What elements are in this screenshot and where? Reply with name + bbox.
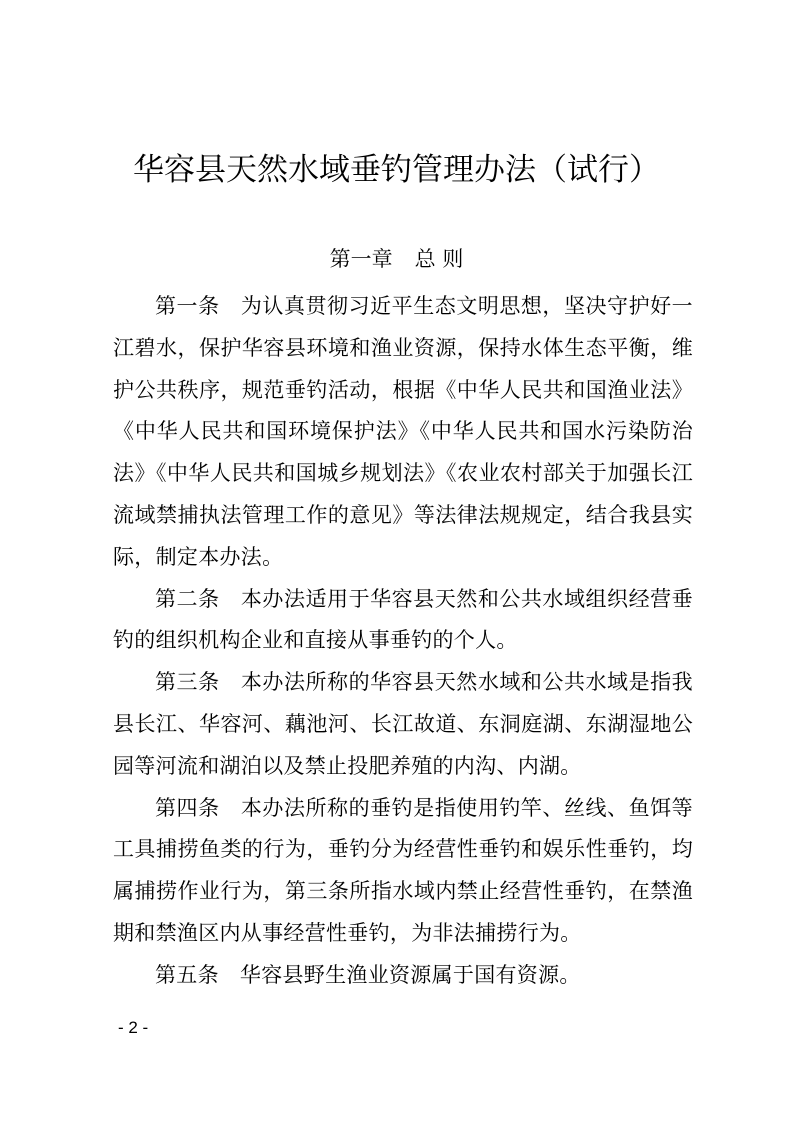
document-body <box>113 286 693 997</box>
article-text: 华容县野生渔业资源属于国有资源。 <box>239 962 581 987</box>
article-text: 本办法所称的华容县天然水域和公共水域是指我县长江、华容河、藕池河、长江故道、东洞庭湖、东湖湿地公园等河流和湖泊以及禁止投肥养殖的内沟、内湖。 <box>113 670 693 778</box>
article-text: 本办法适用于华容县天然和公共水域组织经营垂钓的组织机构企业和直接从事垂钓的个人。 <box>113 586 693 653</box>
article-label: 第一条 <box>155 294 220 318</box>
article-text: 为认真贯彻习近平生态文明思想，坚决守护好一江碧水，保护华容县环境和渔业资源，保持水体生态平衡，维护公共秩序，规范垂钓活动，根据《中华人民共和国渔业法》《中华人民共和国环境保护法》《中华人民共和国水污染防治法》《中华人民共和国城乡规划法》《农业农村部关于加强长江流域禁捕执法管理工作的意见》等法律法规规定，结合我县实际，制定本办法。 <box>113 294 693 569</box>
article-label: 第三条 <box>155 670 220 695</box>
article-1 <box>113 286 693 579</box>
article-4 <box>113 788 693 955</box>
article-2 <box>113 579 693 663</box>
page-number: - 2 - <box>118 1018 149 1037</box>
article-text: 本办法所称的垂钓是指使用钓竿、丝线、鱼饵等工具捕捞鱼类的行为，垂钓分为经营性垂钓和娱乐性垂钓，均属捕捞作业行为，第三条所指水域内禁止经营性垂钓，在禁渔期和禁渔区内从事经营性垂钓，为非法捕捞行为。 <box>113 795 693 945</box>
chapter-heading <box>0 245 793 273</box>
document-title: 华容县天然水域垂钓管理办法（试行） <box>133 152 660 188</box>
article-label: 第五条 <box>155 962 219 987</box>
article-5 <box>113 955 693 997</box>
chapter-number: 第一章 <box>329 247 393 271</box>
chapter-name: 总 则 <box>414 247 464 271</box>
article-3 <box>113 662 693 787</box>
article-label: 第四条 <box>155 795 220 820</box>
article-label: 第二条 <box>155 586 220 611</box>
